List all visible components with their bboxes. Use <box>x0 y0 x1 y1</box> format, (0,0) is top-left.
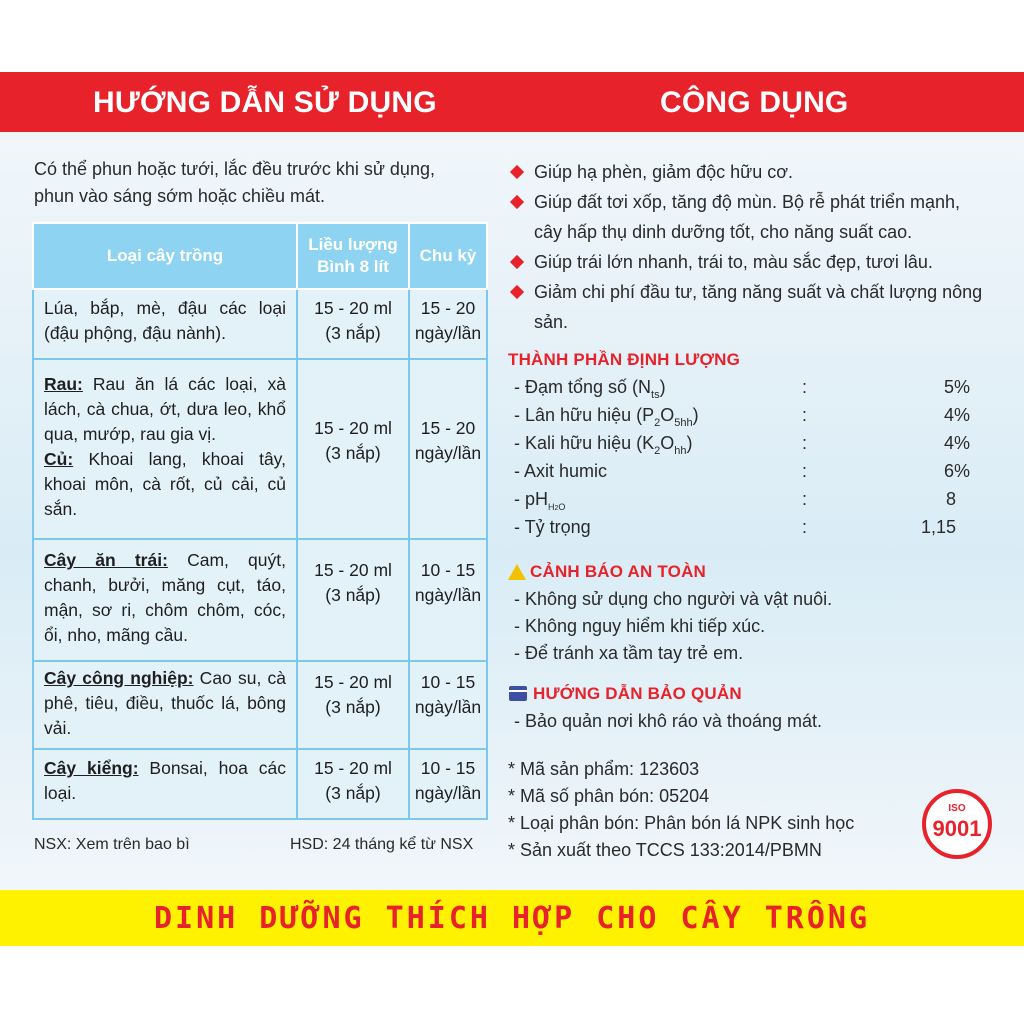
header-bar <box>0 72 1024 132</box>
dose-value: 15 - 20 ml <box>314 298 392 318</box>
footer-banner <box>0 890 1024 946</box>
list-item: - Để tránh xa tầm tay trẻ em. <box>514 643 744 663</box>
cycle-unit: ngày/lần <box>414 783 482 803</box>
table-row <box>33 289 487 359</box>
dose-cell <box>297 539 409 661</box>
iso-seal <box>922 789 992 859</box>
crop-category: Rau: <box>44 374 83 394</box>
table-row <box>33 661 487 749</box>
instructions-line: phun vào sáng sớm hoặc chiều mát. <box>34 186 325 206</box>
dose-caps: (3 nắp) <box>325 323 381 343</box>
composition-colon: : <box>802 405 808 425</box>
cycle-value: 10 - 15 <box>420 758 476 778</box>
composition-row <box>514 517 984 545</box>
composition-name: - Đạm tổng số $(N_{ts})$ <box>514 377 666 401</box>
composition-value: 5% <box>943 377 970 397</box>
crop-category: Cây công nghiệp: <box>44 668 194 688</box>
crop-category: Cây ăn trái: <box>44 550 168 570</box>
composition-name: - Tỷ trọng <box>514 517 591 537</box>
cycle-unit: ngày/lần <box>414 323 482 343</box>
cycle-cell <box>409 289 487 359</box>
crop-text: Rau ăn lá các loại, xà lách, cà chua, ớt, dưa leo, khổ qua, mướp, rau gia vị. <box>44 374 286 444</box>
crop-text: Cam, quýt, chanh, bưởi, măng cụt, táo, mận, sơ ri, chôm chôm, cóc, ổi, nho, mãng cầu. <box>44 550 286 645</box>
composition-row <box>514 433 984 461</box>
diamond-bullet-icon <box>510 255 524 269</box>
diamond-bullet-icon <box>510 195 524 209</box>
crop-text: Bonsai, hoa các loại. <box>44 758 287 803</box>
dose-value: 15 - 20 ml <box>314 560 392 580</box>
header-dosage-line: Bình 8 lít <box>317 257 389 276</box>
crop-text: Lúa, bắp, mè, đậu các loại (đậu phộng, đậu nành). <box>44 298 286 343</box>
header-crop-type: Loại cây trồng <box>33 223 297 289</box>
dose-caps: (3 nắp) <box>325 697 381 717</box>
composition-value: 4% <box>943 433 970 453</box>
composition-value: 6% <box>943 461 970 481</box>
dose-cell <box>297 289 409 359</box>
table-row <box>33 359 487 539</box>
crop-cell <box>33 661 297 749</box>
header-dosage-line: Liều lượng <box>308 235 398 254</box>
header-dosage <box>297 223 409 289</box>
cycle-value: 15 - 20 <box>420 418 476 438</box>
crop-cell <box>33 359 297 539</box>
warning-triangle-icon <box>508 564 526 580</box>
composition-row <box>514 489 984 517</box>
header-cycle: Chu kỳ <box>409 223 487 289</box>
iso-seal-number: 9001 <box>932 816 982 841</box>
manufacture-date-note: NSX: Xem trên bao bì <box>34 836 190 853</box>
diamond-bullet-icon <box>510 165 524 179</box>
composition-name: - Axit humic <box>514 461 608 481</box>
dose-cell <box>297 359 409 539</box>
cycle-value: 10 - 15 <box>420 560 476 580</box>
dose-value: 15 - 20 ml <box>314 758 392 778</box>
composition-colon: : <box>802 377 808 397</box>
safety-warning-list <box>514 586 832 667</box>
cycle-cell <box>409 539 487 661</box>
dosage-table <box>32 222 488 820</box>
cycle-unit: ngày/lần <box>414 585 482 605</box>
instructions-line: Có thể phun hoặc tưới, lắc đều trước khi sử dụng, <box>34 159 435 179</box>
dose-value: 15 - 20 ml <box>314 418 392 438</box>
usage-instructions <box>34 156 474 210</box>
cycle-value: 10 - 15 <box>420 672 476 692</box>
diamond-bullet-icon <box>510 285 524 299</box>
list-item: Giúp hạ phèn, giảm độc hữu cơ. <box>508 157 988 187</box>
cycle-value: 15 - 20 <box>420 298 476 318</box>
composition-colon: : <box>802 461 808 481</box>
composition-row <box>514 461 984 489</box>
composition-colon: : <box>802 433 808 453</box>
crop-cell <box>33 749 297 819</box>
composition-row <box>514 405 984 433</box>
crop-category: Củ: <box>44 449 74 469</box>
list-item: - Không nguy hiểm khi tiếp xúc. <box>514 616 766 636</box>
crop-cell <box>33 539 297 661</box>
composition-value: 4% <box>943 405 970 425</box>
crop-text: Khoai lang, khoai tây, khoai môn, cà rốt, củ cải, củ sắn. <box>44 449 286 519</box>
benefits-title: CÔNG DỤNG <box>660 86 849 119</box>
dose-caps: (3 nắp) <box>325 585 381 605</box>
crop-category: Cây kiểng: <box>44 758 139 778</box>
list-item: Giúp đất tơi xốp, tăng độ mùn. Bộ rễ phát triển mạnh, cây hấp thụ dinh dưỡng tốt, cho năng suất cao. <box>508 187 988 247</box>
crop-cell <box>33 289 297 359</box>
table-header-row <box>33 223 487 289</box>
dose-caps: (3 nắp) <box>325 783 381 803</box>
list-item: * Sản xuất theo TCCS 133:2014/PBMN <box>508 840 822 860</box>
list-item: Giảm chi phí đầu tư, tăng năng suất và chất lượng nông sản. <box>508 277 988 337</box>
composition-value: 1,15 <box>920 517 956 537</box>
cycle-cell <box>409 749 487 819</box>
list-item: * Mã sản phẩm: 123603 <box>508 759 700 779</box>
list-item: - Không sử dụng cho người và vật nuôi. <box>514 589 833 609</box>
list-item: * Mã số phân bón: 05204 <box>508 786 710 806</box>
table-row <box>33 749 487 819</box>
list-item: * Loại phân bón: Phân bón lá NPK sinh học <box>508 813 855 833</box>
composition-colon: : <box>802 517 808 537</box>
cycle-unit: ngày/lần <box>414 443 482 463</box>
usage-guide-title: HƯỚNG DẪN SỬ DỤNG <box>93 86 437 119</box>
composition-row <box>514 377 984 405</box>
benefits-list <box>508 157 988 337</box>
safety-warning-title: CẢNH BÁO AN TOÀN <box>530 562 707 581</box>
composition-title: THÀNH PHẦN ĐỊNH LƯỢNG <box>508 350 741 369</box>
dose-caps: (3 nắp) <box>325 443 381 463</box>
composition-name: - Lân hữu hiệu $(P_2O_{5hh})$ <box>514 405 699 429</box>
product-info-list <box>508 756 854 864</box>
cycle-cell <box>409 661 487 749</box>
crop-text: Cao su, cà phê, tiêu, điều, thuốc lá, bông vải. <box>44 668 286 738</box>
storage-box-icon <box>509 686 527 701</box>
composition-name: - Kali hữu hiệu $(K_2O_{hh})$ <box>514 433 693 457</box>
composition-colon: : <box>802 489 808 509</box>
list-item: Giúp trái lớn nhanh, trái to, màu sắc đẹp, tươi lâu. <box>508 247 988 277</box>
composition-name: - $pH_{H2O}$ <box>514 489 566 512</box>
iso-seal-label: ISO <box>948 803 966 814</box>
dose-value: 15 - 20 ml <box>314 672 392 692</box>
dose-cell <box>297 749 409 819</box>
dose-cell <box>297 661 409 749</box>
footer-slogan: DINH DƯỠNG THÍCH HỢP CHO CÂY TRỒNG <box>153 901 871 936</box>
cycle-cell <box>409 359 487 539</box>
expiry-note: HSD: 24 tháng kể từ NSX <box>290 836 474 853</box>
storage-list <box>514 708 822 735</box>
storage-title: HƯỚNG DẪN BẢO QUẢN <box>533 684 742 703</box>
list-item: - Bảo quản nơi khô ráo và thoáng mát. <box>514 711 822 731</box>
cycle-unit: ngày/lần <box>414 697 482 717</box>
composition-value: 8 <box>945 489 956 509</box>
table-row <box>33 539 487 661</box>
